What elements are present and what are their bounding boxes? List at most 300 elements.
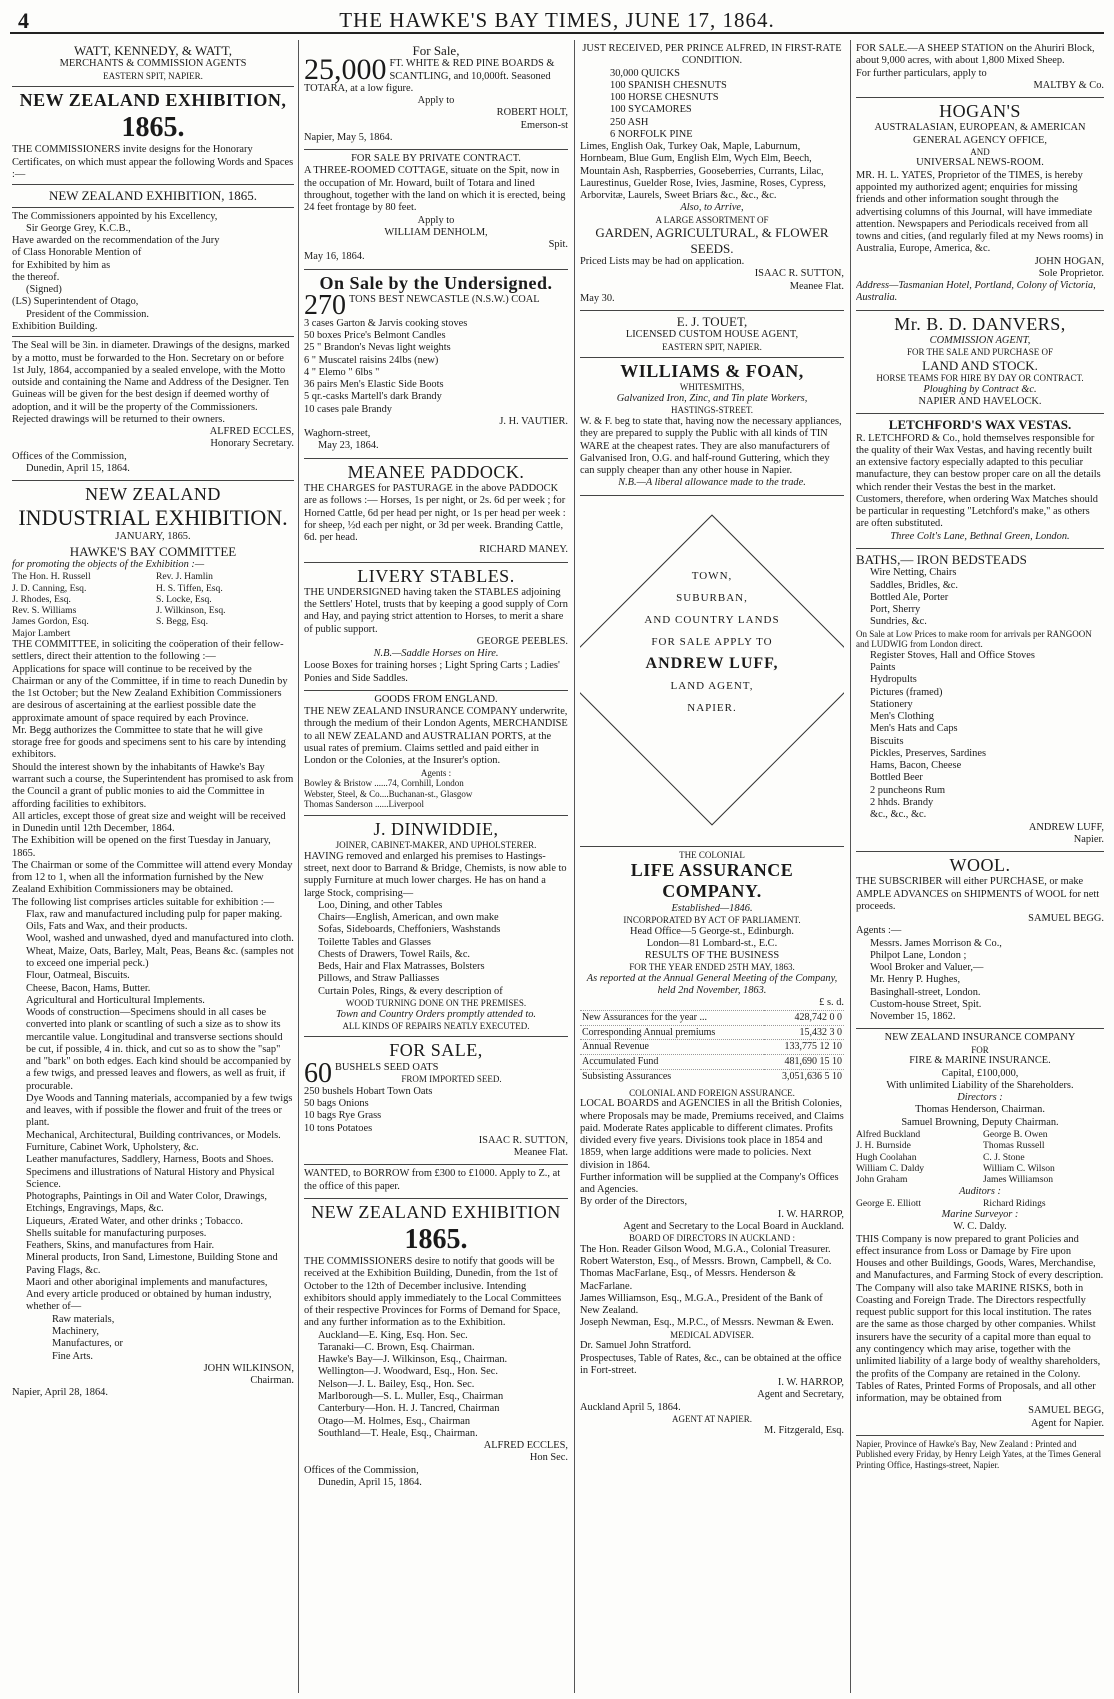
ad-body: All articles, except those of great size and weight will be received in Dunedin until 12th December, 1864. (12, 810, 286, 835)
ad-subheading: MEDICAL ADVISER. (670, 1329, 754, 1340)
ad-note: ALL KINDS OF REPAIRS NEATLY EXECUTED. (342, 1020, 530, 1031)
list-item: 250 ASH (610, 116, 649, 128)
ad-body: HAVING removed and enlarged his premises to Hastings-street, next door to Barrand & Bridge, Chemists, is now able to supply Furniture at much lower charges. He has on hand a large Stock, comprising— (304, 850, 567, 899)
list-item: Marlborough—S. L. Muller, Esq., Chairman (318, 1391, 504, 1403)
agent-line: Custom-house Street, Spit. (870, 998, 982, 1010)
list-item: 50 boxes Price's Belmont Candles (304, 330, 446, 342)
signature-place: Meanee Flat. (513, 1147, 568, 1159)
address-line: Waghorn-street, (304, 428, 371, 440)
list-item: Taranaki—C. Brown, Esq. Chairman. (318, 1341, 475, 1353)
list-item: Men's Clothing (870, 711, 934, 723)
ad-address: EASTERN SPIT, NAPIER. (103, 70, 203, 81)
list-item: Nelson—J. L. Bailey, Esq., Hon. Sec. (318, 1378, 475, 1390)
ad-body: Applications for space will continue to be received by the Chairman or any of the Committee, if in time to reach Dunedin by the 1st October; but the New Zealand Exhibition Commissioners are desirous of ascertaining at the earliest possible date the approximate amount of space required by each Province. (12, 663, 288, 724)
list-item: Shells suitable for manufacturing purposes. (26, 1227, 207, 1239)
ad-heading: WILLIAMS & FOAN, (620, 361, 804, 382)
diamond-line: SUBURBAN, (676, 591, 748, 604)
list-item: 10 bags Rye Grass (304, 1110, 382, 1122)
director-line: Joseph Newman, Esq., M.P.C., of Messrs. Newman & Ewen. (580, 1317, 834, 1329)
ad-heading: JUST RECEIVED, PER PRINCE ALFRED, IN FIRST-RATE CONDITION. (582, 43, 842, 67)
table-row: Corresponding Annual premiums 15,432 3 0 (580, 1025, 844, 1040)
list-item: Sundries, &c. (870, 616, 927, 628)
signature: RICHARD MANEY. (479, 544, 568, 556)
ad-heading: LETCHFORD'S WAX VESTAS. (888, 417, 1072, 433)
ad-body: The Exhibition will be opened on the first Tuesday in January, 1865. (12, 835, 271, 859)
ad-heading: GOODS FROM ENGLAND. (374, 693, 498, 705)
table-row: New Assurances for the year ... 428,742 0 0 (580, 1010, 844, 1025)
ad-address: Head Office—5 George-st., Edinburgh. (630, 925, 794, 937)
ad-goods-from-england (304, 691, 568, 816)
signature-place: Meanee Flat. (789, 280, 844, 292)
committee-purpose: for promoting the objects of the Exhibition :— (12, 558, 205, 570)
list-item: Photographs, Paintings in Oil and Water Color, Drawings, Etchings, Engravings, Maps, &c. (26, 1191, 267, 1215)
director-name: C. J. Stone (983, 1151, 1025, 1163)
director-line: The Hon. Reader Gilson Wood, M.G.A., Colonial Treasurer. (580, 1243, 831, 1255)
agent-line: Webster, Steel, & Co....Buchanan-st., Glasgow (304, 788, 473, 799)
ad-body: The following list comprises articles suitable for exhibition :— (12, 896, 275, 908)
ad-subheading: MERCHANTS & COMMISSION AGENTS (59, 58, 247, 70)
list-item: Wool, washed and unwashed, dyed and manufactured into cloth. (26, 933, 294, 945)
list-item: 100 HORSE CHESNUTS (610, 92, 719, 104)
member-name: J. Wilkinson, Esq. (156, 605, 226, 617)
ad-nz-insurance (856, 1029, 1104, 1435)
member-name: H. S. Tiffen, Esq. (156, 582, 223, 594)
list-item: And every article produced or obtained by human industry, whether of— (26, 1289, 272, 1313)
list-item: Chairs—English, American, and own make (318, 912, 499, 924)
diamond-line: LAND AGENT, (670, 679, 754, 692)
ad-date: JANUARY, 1865. (115, 531, 191, 543)
ad-body: Should the interest shown by the inhabitants of Hawke's Bay warrant such a course, the Superintendent has promised to ask from the Council a grant of public monies to aid the Committee in affording facilities to exhibitors. (12, 761, 294, 810)
list-item: Paints (870, 662, 896, 674)
director-line: Thomas Henderson, Chairman. (915, 1104, 1045, 1116)
signature: MALTBY & Co. (1033, 79, 1104, 91)
list-item: Auckland—E. King, Esq. Hon. Sec. (318, 1329, 468, 1341)
ad-danvers (856, 311, 1104, 415)
ad-note: For further particulars, apply to (856, 67, 987, 79)
director-line: Thomas MacFarlane, Esq., of Messrs. Henderson & MacFarlane. (580, 1268, 796, 1292)
ad-heading: NEW ZEALAND (85, 484, 221, 505)
agent-line: Mr. Henry P. Hughes, (870, 974, 961, 986)
imprint (856, 1436, 1104, 1476)
ad-address: London—81 Lombard-st., E.C. (646, 937, 778, 949)
director-name: James Williamson (983, 1174, 1054, 1186)
ad-body: LOCAL BOARDS and AGENCIES in all the British Colonies, where Proposals may be made, Premiums received, and Claims paid. Moderate Rates applicable to different climates. Profits divided every five years. Divisions took place in 1854 and 1859, when large additions were made to policies. Next division in 1864. (580, 1098, 844, 1171)
signature-role: Hon Sec. (529, 1452, 568, 1464)
signature: M. Fitzgerald, Esq. (764, 1424, 844, 1436)
imprint-text: Napier, Province of Hawke's Bay, New Zealand : Printed and Published every Friday, by Henry Leigh Yates, at the Times General Printing Office, Hastings-street, Napier. (856, 1438, 1102, 1471)
ad-subheading: COLONIAL AND FOREIGN ASSURANCE. (629, 1087, 795, 1098)
ad-heading: J. DINWIDDIE, (373, 818, 499, 839)
certificate-line: Exhibition Building. (12, 320, 98, 332)
signature-role: Sole Proprietor. (1038, 267, 1104, 279)
signature: ROBERT HOLT, (496, 107, 568, 119)
date-line: Dunedin, April 15, 1864. (318, 1476, 422, 1488)
ad-heading: MEANEE PADDOCK. (347, 461, 525, 482)
ad-heading: LIFE ASSURANCE COMPANY. (630, 860, 794, 902)
list-item: Flour, Oatmeal, Biscuits. (26, 970, 130, 982)
ad-year: 1865. (121, 112, 185, 144)
date-line: May 16, 1864. (304, 251, 365, 263)
committee-title: HAWKE'S BAY COMMITTEE (69, 543, 237, 559)
signature: GEORGE PEEBLES. (476, 635, 568, 647)
ad-body: THE NEW ZEALAND INSURANCE COMPANY underwrite, through the medium of their London Agents, MERCHANDISE to all NEW ZEALAND and AUSTRALIAN PORTS, at the usual rates of premium. Claims settled and paid either in London or the Colonies, at the Insurer's option. (304, 706, 568, 767)
ad-subheading: Galvanized Iron, Zinc, and Tin plate Workers, (616, 393, 808, 405)
signature-role: Agent and Secretary, (757, 1389, 844, 1401)
agent-line: Wool Broker and Valuer,— (870, 962, 984, 974)
signature: J. H. VAUTIER. (499, 415, 568, 427)
certificate-line: of Class Honorable Mention of (12, 247, 142, 259)
ad-just-received (580, 40, 844, 311)
signature: WILLIAM DENHOLM, (384, 226, 488, 238)
member-name: J. D. Canning, Esq. (12, 582, 87, 594)
list-item: Furniture, Cabinet Work, Upholstery, &c. (26, 1141, 199, 1153)
list-item: Oils, Fats and Wax, and their products. (26, 921, 188, 933)
materials-list (12, 1314, 294, 1363)
goods-list (304, 318, 568, 416)
list-item: 30,000 QUICKS (610, 67, 680, 79)
date-line: Napier, May 5, 1864. (304, 131, 393, 143)
ad-note: Ploughing by Contract &c. (923, 383, 1037, 395)
date-line: May 30. (580, 292, 615, 304)
ad-body: MR. H. L. YATES, Proprietor of the TIMES, is hereby appointed my authorized agent; enquiries for missing friends and other information sought through the advertising columns of this Journal, will have immediate attention. Newspapers and Periodicals received from all towns and cities, (and regularly filed at my News rooms) in Australia, Europe, America, &c. (856, 169, 1104, 255)
list-item: Hams, Bacon, Cheese (870, 760, 962, 772)
ad-subheading: With unlimited Liability of the Shareholders. (886, 1079, 1074, 1091)
ad-subheading: Capital, £100,000, (941, 1067, 1019, 1079)
list-item: Men's Hats and Caps (870, 723, 958, 735)
table-row: Accumulated Fund 481,690 15 10 (580, 1055, 844, 1070)
list-item: Beds, Hair and Flax Matrasses, Bolsters (318, 961, 485, 973)
list-item: Toilette Tables and Glasses (318, 936, 431, 948)
ad-heading: NEW ZEALAND INSURANCE COMPANY (884, 1032, 1076, 1044)
ad-body: WANTED, to BORROW from £300 to £1000. Apply to Z., at the office of this paper. (304, 1168, 561, 1192)
ad-address: HASTINGS-STREET. (670, 405, 754, 416)
director-name: William C. Daldy (856, 1162, 925, 1174)
ad-body: THE UNDERSIGNED having taken the STABLES adjoining the Settlers' Hotel, trusts that by keeping a good supply of Corn and Hay, and paying strict attention to Horses, to merit a share of public support. (304, 586, 568, 635)
certificate-line: Have awarded on the recommendation of the Jury (12, 235, 220, 247)
ad-subheading: LICENSED CUSTOM HOUSE AGENT, (625, 329, 799, 341)
ad-heading: FOR SALE, (389, 1040, 483, 1061)
ad-subheading: FIRE & MARINE INSURANCE. (909, 1055, 1051, 1067)
ad-heading: E. J. TOUET, (676, 314, 748, 330)
director-name: William C. Wilson (983, 1162, 1055, 1174)
diamond-text (580, 565, 844, 719)
list-item: Raw materials, (52, 1313, 115, 1325)
diamond-line: TOWN, (691, 569, 733, 582)
agent-line: Thomas Sanderson ......Liverpool (304, 799, 424, 810)
list-item: Mineral products, Iron Sand, Limestone, Building Stone and Paving Flags, &c. (26, 1252, 278, 1276)
ad-body: Mr. Begg authorizes the Committee to state that he will give storage free for goods and specimens sent to his care by intending exhibitors. (12, 724, 286, 761)
list-item: Southland—T. Heale, Esq., Chairman. (318, 1427, 478, 1439)
ad-nz-exhibition-notice (304, 1199, 568, 1494)
certificate-line: (LS) Superintendent of Otago, (12, 296, 139, 308)
ad-note: Established—1846. (671, 902, 753, 914)
list-item: Feathers, Skins, and manufactures from Hair. (26, 1240, 215, 1252)
ad-heading: Mr. B. D. DANVERS, (894, 313, 1066, 334)
page-number: 4 (18, 8, 29, 33)
director-line: Robert Waterston, Esq., of Messrs. Brown, Campbell, & Co. (580, 1256, 832, 1268)
ad-note: INCORPORATED BY ACT OF PARLIAMENT. (623, 914, 801, 925)
ad-subheading: FROM IMPORTED SEED. (401, 1073, 502, 1084)
list-item: Bottled Beer (870, 772, 923, 784)
ad-note: By order of the Directors, (580, 1196, 688, 1208)
list-item: Curtain Poles, Rings, & every description of (318, 985, 503, 997)
ad-subheading: LAND AND STOCK. (922, 357, 1038, 373)
member-name: S. Begg, Esq. (156, 616, 208, 628)
list-item: &c., &c., &c. (870, 809, 927, 821)
list-item: Biscuits (870, 735, 904, 747)
list-item: Flax, raw and manufactured including pulp for paper making. (26, 908, 283, 920)
ad-touet (580, 311, 844, 358)
ad-subheading: UNIVERSAL NEWS-ROOM. (916, 157, 1044, 169)
list-item: Mechanical, Architectural, Building contrivances, or Models. (26, 1129, 281, 1141)
member-name: J. Rhodes, Esq. (12, 593, 71, 605)
ad-heading: WOOL. (949, 855, 1011, 876)
office-line: Offices of the Commission, (304, 1464, 419, 1476)
ad-heading: NEW ZEALAND EXHIBITION, (19, 90, 287, 111)
director-name: John Graham (856, 1174, 908, 1186)
ad-heading: NEW ZEALAND EXHIBITION (311, 1201, 561, 1222)
ad-subheading: AGENT AT NAPIER. (672, 1413, 752, 1424)
auditor-name: George E. Elliott (856, 1197, 922, 1209)
ad-body: Limes, English Oak, Turkey Oak, Maple, Laburnum, Hornbeam, Blue Gum, English Elm, Wych Elm, Beech, Mountain Ash, Raspberries, Gooseberries, Currants, Lilac, Laurestinus, Guelder Rose, Ivies, Jasmine, Roses, Cypress, Arborvitæ, Laurels, Sweet Briars &c., &c., &c. (580, 141, 826, 202)
agent-line: Messrs. James Morrison & Co., (870, 937, 1002, 949)
table-row: Annual Revenue 133,775 12 10 (580, 1040, 844, 1055)
ad-subheading: COMMISSION AGENT, (929, 334, 1031, 346)
list-item: 10 cases pale Brandy (304, 403, 393, 415)
column-1 (12, 40, 294, 1693)
list-item: Saddles, Bridles, &c. (870, 579, 959, 591)
goods-list (304, 1086, 568, 1135)
signature: ISAAC R. SUTTON, (754, 268, 844, 280)
ad-subheading: GARDEN, AGRICULTURAL, & FLOWER SEEDS. (595, 225, 829, 256)
list-item: Port, Sherry (870, 604, 921, 616)
directors-list (856, 1129, 1104, 1186)
list-item: Cheese, Bacon, Hams, Butter. (26, 982, 151, 994)
ad-subheading: BOARD OF DIRECTORS IN AUCKLAND : (628, 1233, 796, 1244)
results-table (580, 1010, 844, 1084)
auditors-list (856, 1198, 1104, 1209)
ad-body: The Chairman or some of the Committee will attend every Monday from 12 to 1, when all the information furnished by the New Zealand Exhibition Commissioners may be obtained. (12, 859, 293, 896)
list-item: Wellington—J. Woodward, Esq., Hon. Sec. (318, 1366, 498, 1378)
ad-note: N.B.—Saddle Horses on Hire. (373, 648, 499, 660)
diamond-name: ANDREW LUFF, (645, 654, 779, 672)
signature: JOHN WILKINSON, (203, 1362, 294, 1374)
ad-subheading: FOR THE YEAR ENDED 25TH MAY, 1863. (629, 962, 795, 973)
signature-role: Agent and Secretary to the Local Board in Auckland. (623, 1220, 844, 1232)
ad-body: The Seal will be 3in. in diameter. Drawings of the designs, marked by a motto, must be forwarded to the Hon. Secretary on or before 1st July, 1864, accompanied by a sealed envelope, with the Motto outside and containing the Name and Address of the Designer. Ten Guineas will be given for the best design if deemed worthy of adoption, and it will be the property of the Commissioners. Rejected drawings will be returned to their owners. (12, 340, 290, 425)
ad-note: As reported at the Annual General Meeting of the Company, held 2nd November, 1863. (586, 972, 838, 997)
list-item: Canterbury—Hon. H. J. Tancred, Chairman (318, 1403, 500, 1415)
date-line: Dunedin, April 15, 1864. (26, 462, 130, 474)
agents-list (856, 938, 1104, 1024)
certificate-line: (Signed) (26, 284, 62, 296)
list-item: Chests of Drawers, Towel Rails, &c. (318, 948, 471, 960)
ad-body: THE SUBSCRIBER will either PURCHASE, or make AMPLE ADVANCES on SHIPMENTS of WOOL for nett proceeds. (856, 876, 1100, 912)
list-item: 250 bushels Hobart Town Oats (304, 1085, 433, 1097)
goods-list (304, 900, 568, 998)
goods-list (580, 68, 844, 142)
ad-address: Three Colt's Lane, Bethnal Green, London. (890, 530, 1070, 542)
ad-note: HORSE TEAMS FOR HIRE BY DAY OR CONTRACT. (876, 373, 1084, 384)
currency-columns: £ s. d. (819, 997, 844, 1009)
diamond-line: AND COUNTRY LANDS (644, 613, 780, 626)
committee-list (304, 1330, 568, 1440)
director-line: James Williamson, Esq., M.G.A., President of the Bank of New Zealand. (580, 1292, 823, 1317)
ad-wool (856, 852, 1104, 1029)
list-item: Otago—M. Holmes, Esq., Chairman (318, 1415, 471, 1427)
ad-subheading: FOR (971, 1044, 989, 1055)
member-name: James Gordon, Esq. (12, 616, 89, 628)
certificate-line: The Commissioners appointed by his Excellency, (12, 210, 218, 222)
list-item: Hydropults (870, 674, 917, 686)
list-item: Pictures (framed) (870, 686, 943, 698)
date-line: Napier, April 28, 1864. (12, 1387, 108, 1399)
list-item: Dye Woods and Tanning materials, accompanied by a few twigs and leaves, with if possible the flower and fruit of the trees or plant. (26, 1092, 293, 1129)
certificate-title: NEW ZEALAND EXHIBITION, 1865. (48, 188, 258, 204)
list-item: Maori and other aboriginal implements and manufactures, (26, 1276, 268, 1288)
list-item: Wire Netting, Chairs (870, 567, 957, 579)
ad-heading: INDUSTRIAL EXHIBITION. (18, 505, 288, 531)
ad-body: THE COMMISSIONERS desire to notify that goods will be received at the Exhibition Building, Dunedin, from the 1st of October to the 12th of December inclusive. Intending exhibitors should apply immediately to the Local Committees of their respective Provinces for Forms of Demand for Space, and any further information as to the Exhibition. (304, 1256, 562, 1329)
ad-note: WOOD TURNING DONE ON THE PREMISES. (345, 997, 527, 1008)
certificate-line: the thereof. (12, 271, 60, 283)
signature: SAMUEL BEGG. (1028, 913, 1104, 925)
member-name: Rev. J. Hamlin (156, 571, 213, 583)
exhibit-list (12, 909, 294, 1314)
agent-line: Bowley & Bristow ......74, Cornhill, London (304, 778, 464, 789)
column-rule (850, 40, 851, 1693)
ad-note: Priced Lists may be had on application. (580, 255, 745, 267)
ad-first-line: TONS BEST NEWCASTLE (N.S.W.) COAL (349, 293, 540, 305)
ad-body: Prospectuses, Table of Rates, &c., can be obtained at the office in Fort-street. (580, 1352, 842, 1376)
ad-body: W. & F. beg to state that, having now the necessary appliances, they are prepared to supply the Public with all kinds of TIN WARE at the cheapest rates. They are also manufacturers of Galvanised Iron, O.G. and half-round Guttering, which they can supply cheaper than any other house in Napier. (580, 415, 842, 477)
list-item: 25 " Brandon's Nevas light weights (304, 342, 451, 354)
apply-line: Apply to (417, 214, 455, 226)
signature-place: Spit. (548, 239, 568, 251)
list-item: Sofas, Sideboards, Cheffoniers, Washstands (318, 924, 501, 936)
list-item: 6 " Muscatel raisins 24lbs (new) (304, 354, 439, 366)
ad-body: THIS Company is now prepared to grant Policies and effect insurance from Loss or Damage by Fire upon Houses and other Buildings, Goods, Wares, Merchandise, and Manufactures, and Farming Stock of every description. The Company will also take MARINE RISKS, both in Coasting and Foreign Trade. The Directors respectfully request public support for this local institution. The rates are the same as those charged by other companies. Whilst insurers have the security of a capital more than equal to any contingency which may arise, together with the unlimited liability of a large body of wealthy shareholders, the profits of the Company are retained in the Colony. Tables of Rates, Printed Forms of Proposals, and all other information, may be obtained from (856, 1233, 1104, 1405)
ad-body: Loose Boxes for training horses ; Light Spring Carts ; Ladies' Ponies and Side Saddles. (304, 660, 560, 684)
member-name: Rev. S. Williams (12, 605, 77, 617)
director-name: Alfred Buckland (856, 1128, 921, 1140)
diamond-line: FOR SALE APPLY TO (651, 635, 773, 648)
member-name: Major Lambert (12, 627, 71, 639)
list-item: 6 NORFOLK PINE (610, 128, 693, 140)
ad-undersigned (304, 270, 568, 459)
ad-year: 1865. (404, 1224, 468, 1256)
apply-line: Apply to (417, 95, 455, 107)
ad-nz-exhibition-designs (12, 87, 294, 481)
signature: I. W. HARROP, (777, 1208, 844, 1220)
list-item: 2 puncheons Rum (870, 784, 946, 796)
ad-address: Address—Tasmanian Hotel, Portland, Colony of Victoria, Australia. (856, 280, 1096, 304)
agent-line: Philpot Lane, London ; (870, 949, 967, 961)
ad-heading: FOR SALE BY PRIVATE CONTRACT. (351, 153, 521, 165)
signature: ANDREW LUFF, (1028, 821, 1104, 833)
column-rule (574, 40, 575, 1693)
ad-note: N.B.—A liberal allowance made to the trade. (618, 477, 806, 489)
list-item: Machinery, (52, 1325, 99, 1337)
ad-first-line: BUSHELS SEED OATS (335, 1061, 439, 1073)
ad-subheading: JOINER, CABINET-MAKER, AND UPHOLSTERER. (335, 840, 537, 851)
list-item: 5 qr.-casks Martell's dark Brandy (304, 391, 442, 403)
list-item: 36 pairs Men's Elastic Side Boots (304, 379, 444, 391)
ad-address: EASTERN SPIT, NAPIER. (662, 341, 762, 352)
auditor-name: Richard Ridings (983, 1197, 1046, 1209)
ad-williams-foan (580, 358, 844, 495)
agent-line: November 15, 1862. (870, 1011, 956, 1023)
column-rule (298, 40, 299, 1693)
ad-note: Also, to Arrive, (680, 202, 744, 214)
list-item: Agricultural and Horticultural Implements. (26, 994, 205, 1006)
ad-watt-kennedy (12, 40, 294, 87)
ad-for-sale-timber (304, 40, 568, 150)
ad-heading: HOGAN'S (939, 101, 1021, 122)
surveyor-name: W. C. Daldy. (953, 1221, 1007, 1233)
list-item: 2 hhds. Brandy (870, 796, 934, 808)
list-item: Pillows, and Straw Palliasses (318, 973, 440, 985)
ad-subheading: AUSTRALASIAN, EUROPEAN, & AMERICAN GENERAL AGENCY OFFICE, (874, 122, 1086, 146)
signature-place: Napier. (1073, 833, 1104, 845)
office-line: Offices of the Commission, (12, 450, 127, 462)
signature: ALFRED ECCLES, (209, 426, 294, 438)
ad-body: THE CHARGES for PASTURAGE in the above PADDOCK are as follows :— Horses, 1s per night, or 2s. 6d per week ; for Horned Cattle, 6d per head per night, or 1s per head per week : for sheep, ½d each per night, or 3d per week. Branding Cattle, 6d. per head. (304, 482, 566, 544)
page-title: THE HAWKE'S BAY TIMES, JUNE 17, 1864. (339, 8, 775, 32)
list-item: 3 cases Garton & Jarvis cooking stoves (304, 317, 468, 329)
list-item: 100 SYCAMORES (610, 104, 692, 116)
director-name: J. H. Burnside (856, 1140, 911, 1152)
ad-subheading: THE COLONIAL (679, 849, 745, 860)
date-line: May 23, 1864. (318, 440, 379, 452)
list-item: 4 " Elemo " 6lbs " (304, 366, 380, 378)
signature: SAMUEL BEGG, (1028, 1405, 1104, 1417)
column-4 (856, 40, 1104, 1693)
list-item: Woods of construction—Specimens should in all cases be converted into plank or scantling of such a size as to show its mercantile value. Longitudinal and transverse sections should be cut, if possible, 4 in. thick, and cut so as to show the "sap" and "bark" on both edges. Each kind should be accompanied by a few twigs, and pressed leaves and flowers, as well as fruit, if procurable. (26, 1007, 292, 1092)
ad-number: 270 (304, 289, 346, 321)
list-item: Hawke's Bay—J. Wilkinson, Esq., Chairman. (318, 1354, 508, 1366)
list-item: Wheat, Maize, Oats, Barley, Malt, Peas, Beans &c. (samples not to exceed one imperial peck.) (26, 945, 294, 969)
ad-baths-bedsteads (856, 549, 1104, 852)
date-line: Auckland April 5, 1864. (580, 1401, 681, 1413)
ad-subheading: RESULTS OF THE BUSINESS (644, 950, 780, 962)
ad-heading: BATHS,— IRON BEDSTEADS (856, 551, 1027, 567)
list-item: Register Stoves, Hall and Office Stoves (870, 649, 1035, 661)
masthead (10, 8, 1104, 34)
ad-heading: WATT, KENNEDY, & WATT, (74, 43, 232, 58)
ad-body: THE COMMISSIONERS invite designs for the Honorary Certificates, on which must appear the following Words and Spaces :— (12, 144, 294, 180)
ad-body: On Sale at Low Prices to make room for arrivals per RANGOON and LUDWIG from London direct. (856, 628, 1092, 650)
ad-note: A LARGE ASSORTMENT OF (655, 214, 769, 225)
ad-body: FT. WHITE & RED PINE BOARDS & SCANTLING, and 10,000ft. Seasoned TOTARA, at a low figure. (304, 58, 555, 94)
ad-industrial-exhibition (12, 481, 294, 1404)
ad-dinwiddie (304, 816, 568, 1038)
ad-heading: LIVERY STABLES. (357, 565, 515, 586)
ad-subheading: WHITESMITHS, (679, 382, 745, 393)
signature: ALFRED ECCLES, (483, 1440, 568, 1452)
ad-sheep-station (856, 40, 1104, 98)
ad-livery-stables (304, 563, 568, 691)
diamond-line: NAPIER. (687, 701, 737, 714)
ad-body: Further information will be supplied at the Company's Offices and Agencies. (580, 1171, 839, 1196)
ad-note: Town and Country Orders promptly attended to. (335, 1008, 537, 1020)
ad-hogans (856, 98, 1104, 311)
ad-body: FOR SALE.—A SHEEP STATION on the Ahuriri Block, about 9,000 acres, with about 1,800 Mixed Sheep. (856, 43, 1095, 67)
goods-list (856, 567, 1104, 628)
ad-number: 25,000 (304, 53, 387, 87)
committee-members (12, 571, 294, 639)
list-item: Leather manufactures, Saddlery, Harness, Boots and Shoes. (26, 1154, 274, 1166)
